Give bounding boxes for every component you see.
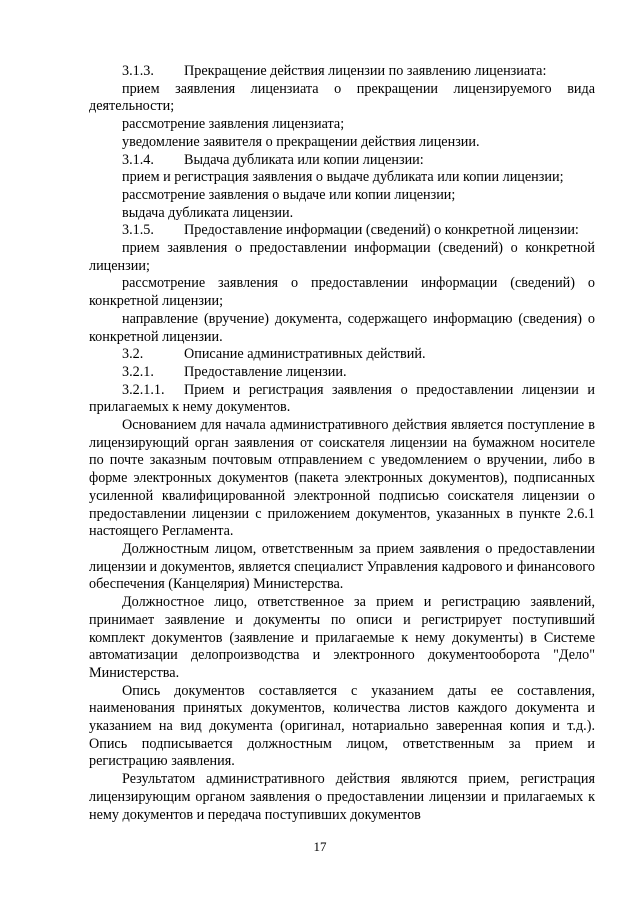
paragraph-text: Предоставление лицензии. — [184, 363, 347, 380]
paragraph-text: прием и регистрация заявления о выдаче дубликата или копии лицензии; — [122, 169, 564, 186]
paragraph-text: рассмотрение заявления о выдаче или копии лицензии; — [122, 186, 456, 203]
paragraph — [89, 594, 595, 683]
paragraph-text: рассмотрение заявления о предоставлении информации (сведений) о конкретной лицензии; — [89, 275, 595, 310]
paragraph-text: Опись документов составляется с указанием даты ее составления, наименования принятых документов, количества листов каждого документа и указанием на вид документа (оригинал, нотариально заверенная копия и т.д.). Опись подписывается должностным лицом, ответственным за прием и регистрацию заявления. — [89, 682, 595, 770]
document-body — [89, 63, 595, 824]
paragraph — [89, 187, 595, 205]
paragraph — [89, 134, 595, 152]
paragraph-text: направление (вручение) документа, содержащего информацию (сведения) о конкретной лицензии. — [89, 310, 595, 345]
paragraph-3-1-4 — [89, 152, 595, 170]
paragraph-text: прием заявления лицензиата о прекращении лицензируемого вида деятельности; — [89, 80, 595, 115]
paragraph-text: Описание административных действий. — [184, 346, 426, 363]
paragraph-text: рассмотрение заявления лицензиата; — [122, 116, 345, 133]
clause-number: 3.2.1. — [122, 363, 154, 380]
paragraph-text: Основанием для начала административного действия является поступление в лицензирующий орган заявления от соискателя лицензии на бумажном носителе по почте заказным почтовым отправлением с уведомлением о вручении, либо в форме электронных документов (пакета электронных документов), подписанных усиленной квалифицированной электронной подписью соискателя лицензии о предоставлении лицензии с приложением документов, указанных в пункте 2.6.1 настоящего Регламента. — [89, 417, 595, 540]
clause-number: 3.2. — [122, 346, 144, 363]
paragraph-3-2-1-1 — [89, 382, 595, 417]
paragraph-3-2 — [89, 346, 595, 364]
clause-number: 3.1.3. — [122, 63, 154, 79]
paragraph — [89, 81, 595, 116]
paragraph-text: Должностное лицо, ответственное за прием и регистрацию заявлений, принимает заявление и документы по описи и регистрирует поступивший комплект документов (заявление и прилагаемые к нему документы) в Системе автоматизации делопроизводства и электронного документооборота "Дело" Министерства. — [89, 594, 595, 681]
paragraph-3-1-5 — [89, 222, 595, 240]
paragraph-text: Должностным лицом, ответственным за прием заявления о предоставлении лицензии и документов, является специалист Управления кадрового и финансового обеспечения (Канцелярия) Министерства. — [89, 540, 595, 593]
clause-number: 3.1.4. — [122, 151, 154, 168]
paragraph — [89, 205, 595, 223]
paragraph — [89, 311, 595, 346]
paragraph — [89, 771, 595, 824]
paragraph-text: уведомление заявителя о прекращении действия лицензии. — [122, 133, 480, 150]
clause-number: 3.2.1.1. — [122, 381, 165, 398]
paragraph-3-2-1 — [89, 364, 595, 382]
paragraph — [89, 169, 595, 187]
paragraph-text: Прекращение действия лицензии по заявлению лицензиата: — [184, 63, 547, 79]
paragraph — [89, 240, 595, 275]
paragraph — [89, 683, 595, 772]
clause-number: 3.1.5. — [122, 222, 154, 239]
paragraph-text: выдача дубликата лицензии. — [122, 204, 294, 221]
paragraph-text: Результатом административного действия являются прием, регистрация лицензирующим органом заявления о предоставлении лицензии и прилагаемых к нему документов и передача поступивших документов — [89, 771, 595, 823]
paragraph-text: прием заявления о предоставлении информации (сведений) о конкретной лицензии; — [89, 240, 595, 274]
paragraph — [89, 417, 595, 541]
paragraph — [89, 275, 595, 310]
paragraph-text: Предоставление информации (сведений) о конкретной лицензии: — [184, 222, 579, 239]
paragraph-text: Выдача дубликата или копии лицензии: — [184, 151, 424, 168]
paragraph-3-1-3 — [89, 63, 595, 81]
paragraph-text: Прием и регистрация заявления о предоставлении лицензии и прилагаемых к нему документов. — [89, 381, 595, 416]
page-number: 17 — [313, 839, 327, 854]
paragraph — [89, 116, 595, 134]
paragraph — [89, 541, 595, 594]
